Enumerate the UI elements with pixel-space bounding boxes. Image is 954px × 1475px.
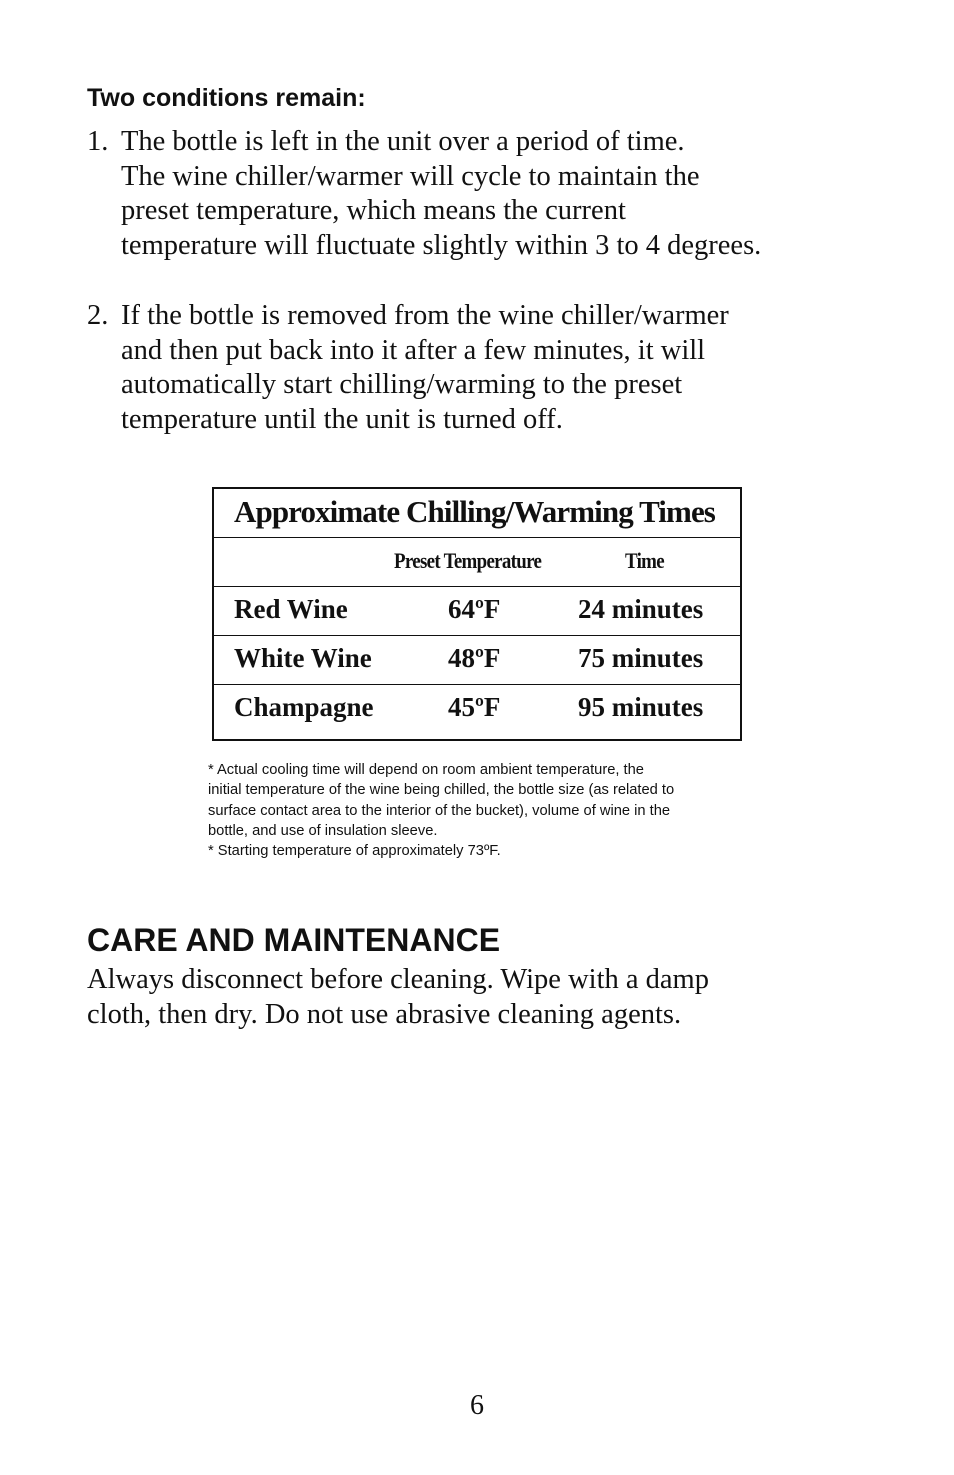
list-item-line: temperature will fluctuate slightly within 3 to 4 degrees. — [121, 230, 762, 262]
list-item-line: automatically start chilling/warming to the preset — [121, 369, 683, 401]
footnote-line: initial temperature of the wine being chilled, the bottle size (as related to — [208, 782, 675, 799]
times-table — [212, 487, 742, 741]
list-item-line: temperature until the unit is turned off. — [121, 403, 563, 435]
footnote-line: bottle, and use of insulation sleeve. — [208, 822, 438, 839]
table-row — [214, 636, 740, 685]
wine-time: 75 minutes — [578, 643, 704, 673]
wine-time: 95 minutes — [578, 692, 704, 722]
list-item-number: 2. — [87, 299, 109, 331]
times-table-title: Approximate Chilling/Warming Times — [214, 489, 740, 538]
footnote-line: surface contact area to the interior of the bucket), volume of wine in the — [208, 802, 671, 819]
footnote-line: * Starting temperature of approximately 73ºF. — [208, 843, 501, 860]
list-item-number: 1. — [87, 126, 109, 157]
wine-temperature: 48ºF — [448, 643, 501, 673]
page-number: 6 — [470, 1390, 484, 1421]
wine-name: White Wine — [234, 643, 372, 673]
list-item-line: preset temperature, which means the current — [121, 195, 626, 227]
footnote-line: * Actual cooling time will depend on room ambient temperature, the — [208, 762, 644, 778]
wine-name: Red Wine — [234, 594, 348, 624]
list-item-line: and then put back into it after a few minutes, it will — [121, 334, 706, 366]
list-item-line: The bottle is left in the unit over a period of time. — [121, 126, 685, 157]
care-body-line: Always disconnect before cleaning. Wipe with a damp — [87, 964, 709, 995]
wine-time: 24 minutes — [578, 594, 704, 624]
list-item-line: If the bottle is removed from the wine chiller/warmer — [121, 299, 729, 331]
list-item — [87, 299, 887, 438]
list-item-line: The wine chiller/warmer will cycle to maintain the — [121, 160, 700, 192]
header-preset-temperature: Preset Temperature — [394, 548, 542, 573]
wine-temperature: 45ºF — [448, 692, 501, 722]
header-time: Time — [625, 548, 664, 573]
table-row — [214, 685, 740, 735]
conditions-list — [87, 125, 887, 438]
table-row — [214, 587, 740, 636]
wine-temperature: 64ºF — [448, 594, 501, 624]
list-item — [87, 125, 887, 264]
conditions-heading: Two conditions remain: — [87, 84, 366, 112]
wine-name: Champagne — [234, 692, 374, 722]
table-footnotes — [208, 760, 768, 861]
care-section-title: CARE AND MAINTENANCE — [87, 922, 501, 958]
care-section-body — [87, 963, 887, 1032]
times-table-header — [214, 538, 740, 587]
care-body-line: cloth, then dry. Do not use abrasive cleaning agents. — [87, 998, 682, 1030]
